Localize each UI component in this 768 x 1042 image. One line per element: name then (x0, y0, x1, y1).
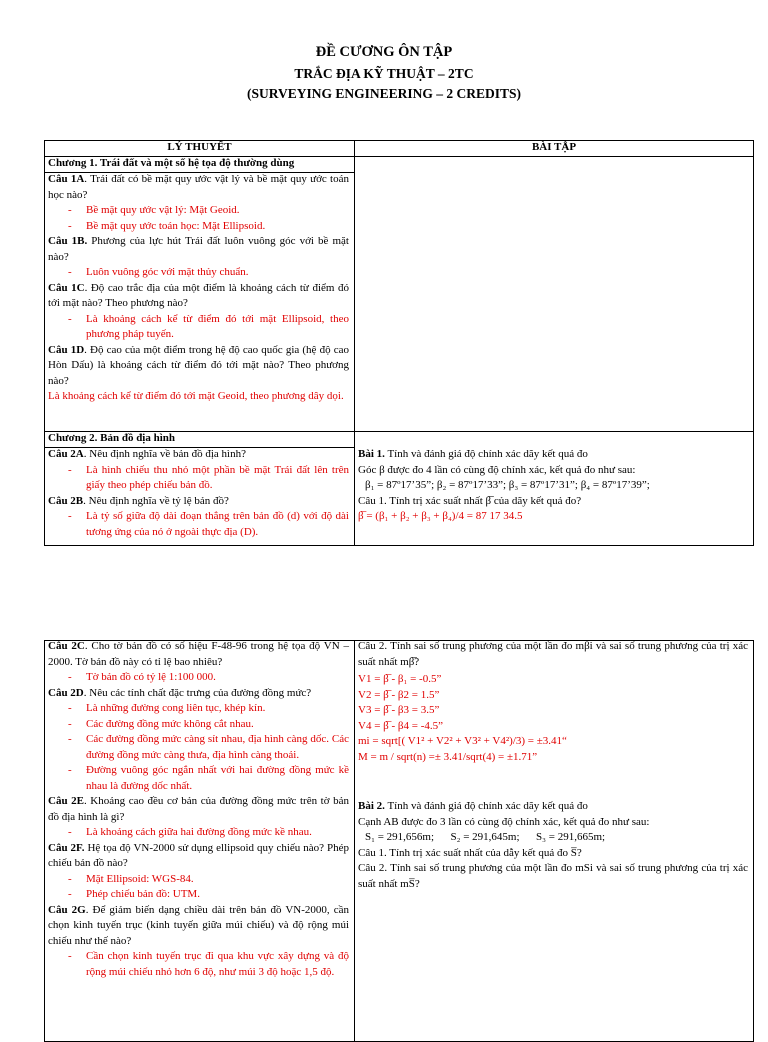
exercise-1 (358, 447, 748, 525)
doc-title: ĐỀ CƯƠNG ÔN TẬP (315, 44, 453, 60)
question-2e: Câu 2E. Khoảng cao đều cơ bản của đường đồng mức trên tờ bản đồ địa hình là gì? (48, 795, 349, 823)
chapter-1-questions (48, 172, 349, 405)
exercise-1-desc: Góc β được đo 4 lần có cùng độ chính xác, kết quả đo như sau: (358, 463, 636, 476)
question-1d: Câu 1D. Độ cao của một điểm trong hệ độ cao quốc gia (hệ độ cao Hòn Dấu) là khoảng cách từ điểm đó tới mặt nào? Theo phương nào? (48, 343, 349, 387)
answer-1a-1: - Bề mặt quy ước vật lý: Mặt Geoid. (48, 203, 349, 219)
exercise-1-M: M = m / sqrt(n) =± 3.41/sqrt(4) = ±1.71” (358, 750, 538, 763)
answer-2d-2: - Các đường đồng mức không cắt nhau. (48, 717, 349, 733)
exercise-2-desc: Cạnh AB được đo 3 lần có cùng độ chính xác, kết quả đo như sau: (358, 815, 650, 828)
question-1a: Câu 1A. Trái đất có bề mặt quy ước vật lý và bề mặt quy ước toán học nào? (48, 173, 349, 201)
exercise-1-mi: mi = sqrt[( V1² + V2² + V3² + V4²)/3) = ±3.41“ (358, 735, 567, 747)
question-1c: Câu 1C. Độ cao trắc địa của một điểm là khoảng cách từ điểm đó tới mặt nào? Theo phương nào? (48, 281, 349, 309)
question-1b: Câu 1B. Phương của lực hút Trái đất luôn vuông góc với bề mặt nào? (48, 235, 349, 263)
answer-2b-1: - Là tỷ số giữa độ dài đoạn thẳng trên bản đồ (d) với độ dài tương ứng của nó ở ngoài thực địa (D). (48, 509, 349, 540)
answer-2f-1: - Mặt Ellipsoid: WGS-84. (48, 872, 349, 888)
exercise-1-v2: V2 = β̅ - β2 = 1.5” (358, 688, 440, 701)
exercise-1-v4: V4 = β̅ - β4 = -4.5” (358, 719, 444, 732)
answer-1c-1: - Là khoảng cách kể từ điểm đó tới mặt Ellipsoid, theo phương pháp tuyến. (48, 312, 349, 343)
syllabus-table-1 (44, 140, 754, 546)
question-2f: Câu 2F. Hệ tọa độ VN-2000 sử dụng ellipsoid quy chiếu nào? Phép chiếu bản đồ nào? (48, 841, 349, 869)
exercise-1-q2: Câu 2. Tính sai số trung phương của một lần đo mβi và sai số trung phương của trị xác suất nhất mβ̅? (358, 640, 748, 668)
question-2b: Câu 2B. Nêu định nghĩa về tỷ lệ bản đồ? (48, 494, 229, 507)
answer-2a-1: - Là hình chiếu thu nhỏ một phần bề mặt Trái đất lên trên giấy theo phép chiếu bản đồ. (48, 463, 349, 494)
exercise-2-q1: Câu 1. Tính trị xác suất nhất của dẫy kết quả đo S̅? (358, 846, 582, 859)
course-subtitle: (SURVEYING ENGINEERING – 2 CREDITS) (246, 86, 522, 101)
chapter-2-questions-part1 (48, 447, 349, 540)
exercise-2-values: S₁ = 291,656m; S₂ = 291,645m; S₃ = 291,665m; (365, 831, 606, 843)
answer-2d-3: - Các đường đồng mức càng sít nhau, địa hình càng dốc. Các đường đồng mức càng thưa, địa hình càng thoải. (48, 732, 349, 763)
exercise-1-title: Bài 1. Tính và đánh giá độ chính xác dãy kết quả đo (358, 448, 588, 460)
question-2g: Câu 2G. Để giảm biến dạng chiều dài trên bản đồ VN-2000, cần chọn kinh tuyến trục (kinh tuyến giữa múi chiếu) và độ rộng múi chiếu như thế nào? (48, 903, 349, 947)
exercise-1-a1: β̅ = (β₁ + β₂ + β₃ + β₄)/4 = 87 17 34.5 (358, 510, 523, 522)
exercise-1-v3: V3 = β̅ - β3 = 3.5” (358, 704, 440, 716)
course-title: TRẮC ĐỊA KỸ THUẬT – 2TC (294, 66, 474, 81)
answer-2f-2: - Phép chiếu bản đồ: UTM. (48, 887, 349, 903)
header-theory: LÝ THUYẾT (167, 141, 232, 153)
exercise-1-q1: Câu 1. Tính trị xác suất nhất β̅ của dãy kết quả đo? (358, 494, 582, 507)
answer-2d-4: - Đường vuông góc ngắn nhất với hai đường đồng mức kề nhau là đường dốc nhất. (48, 763, 349, 794)
answer-1d-1: Là khoảng cách kể từ điểm đó tới mặt Geoid, theo phương dây dọi. (48, 390, 344, 402)
exercise-2-title: Bài 2. Tính và đánh giá độ chính xác dãy kết quả đo (358, 800, 588, 812)
answer-2g-1: - Cần chọn kinh tuyến trục đi qua khu vực xây dựng và độ rộng múi chiếu nhỏ hơn 6 độ, như múi 3 độ hoặc 1,5 độ. (48, 949, 349, 980)
syllabus-table-2 (44, 640, 754, 1042)
exercise-2-q2: Câu 2. Tính sai số trung phương của một lần đo mSi và sai số trung phương của trị xác suất nhất mS̅? (358, 862, 748, 890)
exercise-2 (358, 799, 748, 892)
answer-1a-2: - Bề mặt quy ước toán học: Mặt Ellipsoid. (48, 219, 349, 235)
answer-2d-1: - Là những đường cong liên tục, khép kín. (48, 701, 349, 717)
exercise-1-v1: V1 = β̅ - β₁ = -0.5” (358, 673, 442, 685)
header-exercise: BÀI TẬP (531, 141, 577, 153)
question-2c: Câu 2C. Cho tờ bản đồ có số hiệu F-48-96 trong hệ tọa độ VN – 2000. Tờ bản đồ này có tỉ lệ bao nhiêu? (48, 640, 349, 668)
answer-2e-1: - Là khoảng cách giữa hai đường đồng mức kề nhau. (48, 825, 349, 841)
answer-1b-1: - Luôn vuông góc với mặt thủy chuẩn. (48, 265, 349, 281)
question-2a: Câu 2A. Nêu định nghĩa về bản đồ địa hình? (48, 448, 246, 460)
answer-2c-1: - Tờ bản đồ có tỷ lệ 1:100 000. (48, 670, 349, 686)
exercise-1-values: β₁ = 87º17’35”; β₂ = 87º17’33”; β₃ = 87º17’31”; β₄ = 87º17’39”; (365, 479, 650, 491)
chapter-2-heading: Chương 2. Bản đồ địa hình (48, 432, 176, 444)
chapter-1-heading: Chương 1. Trái đất và một số hệ tọa độ thường dùng (48, 157, 295, 169)
question-2d: Câu 2D. Nêu các tính chất đặc trưng của đường đồng mức? (48, 686, 312, 699)
exercise-1-continued (358, 639, 748, 765)
chapter-2-questions-part2 (48, 639, 349, 980)
